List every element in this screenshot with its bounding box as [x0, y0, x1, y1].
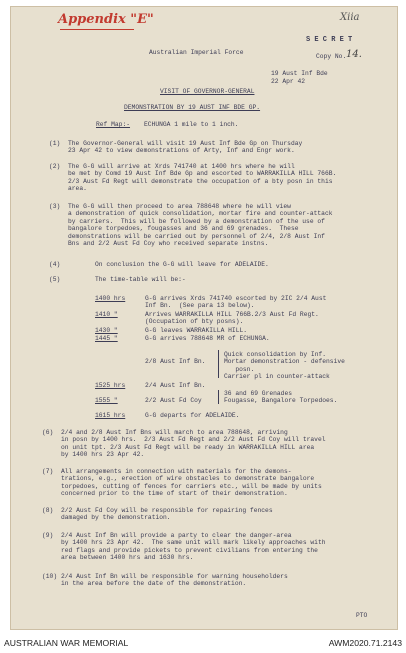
appendix-annotation: Appendix "E" — [58, 12, 154, 27]
para-10-number: (10) — [42, 573, 58, 580]
para-6-number: (6) — [42, 429, 54, 436]
para-9-number: (9) — [42, 532, 54, 539]
timetable-unit-2-8: 2/8 Aust Inf Bn. — [145, 358, 206, 365]
para-6-text: 2/4 and 2/8 Aust Inf Bns will march to area 788648, arriving in posn by 1400 hrs. 2/3 Aust Fd Regt and 2/2 Aust Fd Coy will travel on unit tpt. 2/3 Aust Fd Regt will be ready in WARRAKILLA HILL area by 1400 hrs 23 Apr 42. — [61, 429, 326, 459]
timetable-time: 1615 hrs — [95, 412, 126, 419]
archive-reference: AWM2020.71.2143 — [328, 638, 402, 648]
para-5-number: (5) — [49, 276, 61, 283]
timetable-time: 1525 hrs — [95, 382, 126, 389]
timetable-time: 1410 " — [95, 311, 118, 318]
copy-label: Copy No. — [316, 53, 347, 60]
document-title: VISIT OF GOVERNOR-GENERAL — [160, 88, 255, 95]
para-7-text: All arrangements in connection with materials for the demons- trations, e.g., erection of wire obstacles to demonstrate bangalore torpedoes, cutting of fences for carriers etc., will be made by units concerned prior to the time of start of their demonstration. — [61, 468, 322, 498]
timetable-2-8-items: Quick consolidation by Inf. Mortar demonstration - defensive posn. Carrier pl in counter-attack — [224, 351, 345, 381]
secret-marking: S E C R E T — [306, 36, 353, 44]
pto-marker: PTO — [356, 612, 368, 619]
para-2-text: The G-G will arrive at Xrds 741740 at 1400 hrs where he will be met by Comd 19 Aust Inf Bde Gp and escorted to WARRAKILLA HILL 766B. 2/3 Aust Fd Regt will demonstrate the occupation of a bty posn in this area. — [68, 163, 337, 193]
timetable-time: 1445 " — [95, 335, 118, 342]
timetable-entry: G-G arrives 788648 MR of ECHUNGA. — [145, 335, 270, 342]
para-1-number: (1) — [49, 140, 61, 147]
para-10-text: 2/4 Aust Inf Bn will be responsible for warning householders in the area before the date of the demonstration. — [61, 573, 288, 588]
timetable-time: 1430 " — [95, 327, 118, 334]
para-3-number: (3) — [49, 203, 61, 210]
timetable-time: 1400 hrs — [95, 295, 126, 302]
para-8-number: (8) — [42, 507, 54, 514]
timetable-entry: G-G arrives Xrds 741740 escorted by 2IC 2/4 Aust Inf Bn. (See para 13 below). — [145, 295, 327, 310]
archive-name: AUSTRALIAN WAR MEMORIAL — [4, 638, 129, 648]
timetable-entry: G-G leaves WARRAKILLA HILL. — [145, 327, 248, 334]
timetable-2-2-items: 36 and 69 Grenades Fougasse, Bangalore Torpedoes. — [224, 390, 338, 405]
timetable-unit-2-2: 2/2 Aust Fd Coy — [145, 397, 202, 404]
para-1-text: The Governor-General will visit 19 Aust Inf Bde Gp on Thursday 23 Apr 42 to view demonstrations of Arty, Inf and Engr work. — [68, 140, 303, 155]
archive-footer — [0, 630, 406, 653]
ref-map-value: ECHUNGA 1 mile to 1 inch. — [144, 121, 239, 128]
force-heading: Australian Imperial Force — [149, 49, 244, 56]
timetable-bracket — [218, 390, 219, 404]
timetable-unit-2-4: 2/4 Aust Inf Bn. — [145, 382, 206, 389]
timetable-entry: Arrives WARRAKILLA HILL 766B.2/3 Aust Fd Regt. (Occupation of bty posns). — [145, 311, 319, 326]
file-number-annotation: Xiia — [340, 12, 360, 23]
timetable-time: 1555 " — [95, 397, 118, 404]
para-2-number: (2) — [49, 163, 61, 170]
timetable-departure: G-G departs for ADELAIDE. — [145, 412, 240, 419]
para-5-text: The time-table will be:- — [95, 276, 186, 283]
para-9-text: 2/4 Aust Inf Bn will provide a party to clear the danger-area by 1400 hrs 23 Apr 42. The same unit will mark likely approaches with red flags and provide pickets to prevent civilians from entering the area between 1400 hrs and 1630 hrs. — [61, 532, 326, 562]
unit-name: 19 Aust Inf Bde — [271, 70, 328, 77]
copy-number: 14. — [346, 49, 362, 60]
para-8-text: 2/2 Aust Fd Coy will be responsible for repairing fences damaged by the demonstration. — [61, 507, 273, 522]
para-7-number: (7) — [42, 468, 54, 475]
timetable-bracket — [218, 350, 219, 378]
document-subtitle: DEMONSTRATION BY 19 AUST INF BDE GP. — [124, 104, 261, 111]
ref-map-label: Ref Map:- — [96, 121, 131, 128]
appendix-underline — [60, 29, 134, 30]
para-4-text: On conclusion the G-G will leave for ADELAIDE. — [95, 261, 269, 268]
document-date: 22 Apr 42 — [271, 78, 306, 85]
para-4-number: (4) — [49, 261, 61, 268]
para-3-text: The G-G will then proceed to area 788648 where he will view a demonstration of quick consolidation, mortar fire and counter-attack by carriers. This will be followed by a demonstration of the use of bangalore torpedoes, fougasses and 36 and 69 grenades. These demonstrations will be carried out by personnel of 2/4, 2/8 Aust Inf Bns and 2/2 Aust Fd Coy who received separate instns. — [68, 203, 333, 248]
